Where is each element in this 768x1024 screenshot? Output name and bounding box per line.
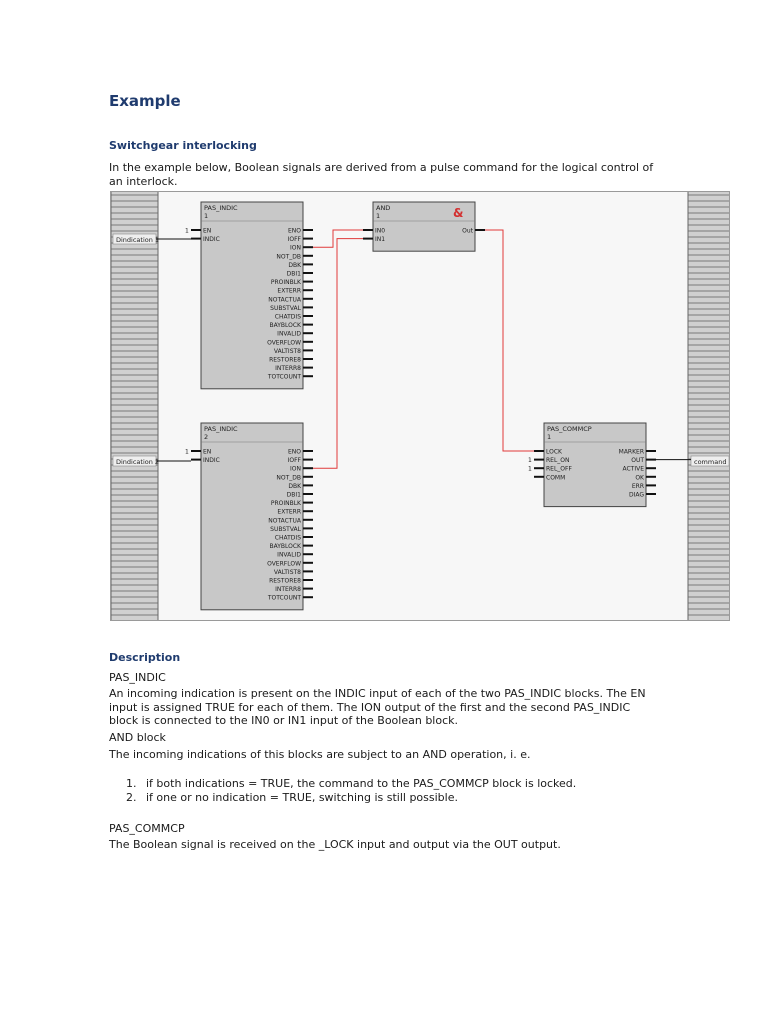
- pas-commcp-block-output-label: OK: [635, 474, 644, 482]
- pas-indic-block-1-output-label: ION: [290, 244, 301, 252]
- pas-indic-label: PAS_INDIC: [109, 671, 166, 684]
- and-block-paragraph: The incoming indications of this blocks are subject to an AND operation, i. e.: [109, 748, 531, 761]
- pas-indic-block-1-input-const: 1: [185, 227, 189, 235]
- and-block-label: AND block: [109, 731, 166, 744]
- pas-indic-block-2-output-label: RESTORE8: [269, 577, 301, 585]
- pas-indic-block-1-output-label: ENO: [287, 227, 301, 235]
- pas-indic-block-2-output-label: VALTIST8: [273, 568, 301, 576]
- pas-indic-block-2-input-label: INDIC: [203, 457, 220, 465]
- pas-indic-block-1-output-label: DBK: [288, 261, 301, 269]
- pas-indic-block-1-input-label: EN: [203, 227, 212, 235]
- pas-indic-paragraph: An incoming indication is present on the INDIC input of each of the two PAS_INDIC blocks. The EN input is assigned TRUE for each of them. The ION output of the first and the second PAS_INDIC block is connected to the IN0 or IN1 input of the Boolean block.: [109, 687, 646, 727]
- pas-indic-block-1-output-label: RESTORE8: [269, 356, 301, 364]
- pas-commcp-block-input-label: REL_OFF: [546, 465, 572, 473]
- pas-indic-block-2-output-label: INVALID: [277, 551, 301, 559]
- pas-indic-block-2-output-label: SUBSTVAL: [270, 525, 301, 533]
- right-margin-strip: [688, 192, 730, 621]
- pas-indic-block-1-output-label: CHATDIS: [274, 313, 301, 321]
- pas-commcp-block-output-label: MARKER: [618, 448, 644, 456]
- pas-commcp-paragraph: The Boolean signal is received on the _LOCK input and output via the OUT output.: [109, 838, 561, 851]
- and-block-name: AND: [376, 204, 391, 212]
- page-title: Example: [109, 92, 181, 110]
- pas-indic-block-2-input-label: EN: [203, 448, 212, 456]
- pas-indic-block-2-output-label: TOTCOUNT: [267, 594, 301, 602]
- pas-indic-block-2-output-label: OVERFLOW: [267, 560, 301, 568]
- section-heading-switchgear: Switchgear interlocking: [109, 139, 257, 152]
- pas-indic-block-2-output-label: PROINBLK: [270, 500, 301, 508]
- pas-commcp-block-input-label: REL_ON: [546, 457, 570, 465]
- pas-commcp-block-input-label: LOCK: [546, 448, 562, 456]
- function-block-diagram: [110, 191, 730, 621]
- pas-indic-block-2-output-label: CHATDIS: [274, 534, 301, 542]
- pas-indic-block-2-number: 2: [204, 433, 209, 441]
- pas-indic-block-1-output-label: INVALID: [277, 330, 301, 338]
- left-margin-strip: [111, 192, 158, 621]
- pas-indic-block-2-output-label: INTERR8: [275, 586, 301, 594]
- pas-indic-block-2-output-label: ENO: [287, 448, 301, 456]
- pas-commcp-label: PAS_COMMCP: [109, 822, 185, 835]
- description-heading: Description: [109, 651, 181, 664]
- diagram-canvas: [111, 192, 730, 621]
- and-block-input-label: IN1: [375, 236, 386, 244]
- pas-indic-block-2-output-label: DBK: [288, 482, 301, 490]
- pas-indic-block-1-output-label: BAYBLOCK: [269, 322, 301, 330]
- pas-commcp-block-number: 1: [547, 433, 552, 441]
- pas-indic-block-1-name: PAS_INDIC: [204, 204, 238, 212]
- pas-indic-block-2-name: PAS_INDIC: [204, 425, 238, 433]
- pas-indic-block-2-input-const: 1: [185, 448, 189, 456]
- condition-list: [118, 777, 576, 805]
- pas-indic-block-2-output-label: ION: [290, 465, 301, 473]
- pas-indic-block-1-output-label: DBI1: [286, 270, 301, 278]
- pas-indic-block-1-input-label: INDIC: [203, 236, 220, 244]
- pas-indic-block-1-output-label: VALTIST8: [273, 347, 301, 355]
- pas-indic-block-1-output-label: OVERFLOW: [267, 339, 301, 347]
- pas-commcp-block-name: PAS_COMMCP: [547, 425, 592, 433]
- pas-indic-block-1-output-label: NOT_DB: [276, 253, 301, 261]
- list-item: 2. if one or no indication = TRUE, switching is still possible.: [140, 791, 576, 805]
- pas-indic-block-1-number: 1: [204, 212, 209, 220]
- pas-indic-block-2-output-label: IOFF: [287, 457, 301, 465]
- intro-paragraph: In the example below, Boolean signals are derived from a pulse command for the logical control of an interlock.: [109, 161, 654, 188]
- pas-indic-block-1-output-label: IOFF: [287, 236, 301, 244]
- pas-indic-block-2-output-label: NOT_DB: [276, 474, 301, 482]
- pas-indic-block-2-output-label: BAYBLOCK: [269, 543, 301, 551]
- pas-indic-block-1-output-label: SUBSTVAL: [270, 304, 301, 312]
- and-block-output-label: Out: [462, 227, 473, 235]
- right-signal-label: command: [694, 458, 727, 466]
- pas-indic-block-1-output-label: INTERR8: [275, 365, 301, 373]
- left-signal-label-2: Dindication 2: [116, 458, 160, 466]
- pas-indic-block-2-output-label: DBI1: [286, 491, 301, 499]
- pas-commcp-block-output-label: OUT: [631, 457, 644, 465]
- pas-commcp-block-input-label: COMM: [546, 474, 566, 482]
- pas-indic-block-1-output-label: TOTCOUNT: [267, 373, 301, 381]
- and-block-number: 1: [376, 212, 381, 220]
- pas-commcp-block-input-const: 1: [528, 457, 532, 465]
- and-block-input-label: IN0: [375, 227, 386, 235]
- pas-indic-block-2-output-label: NOTACTUA: [268, 517, 301, 525]
- pas-commcp-block-output-label: ERR: [631, 482, 644, 490]
- pas-indic-block-1-output-label: NOTACTUA: [268, 296, 301, 304]
- pas-indic-block-2-output-label: EXTERR: [277, 508, 301, 516]
- pas-commcp-block-output-label: DIAG: [628, 491, 644, 499]
- left-signal-label-1: Dindication 1: [116, 236, 160, 244]
- pas-indic-block-1-output-label: PROINBLK: [270, 279, 301, 287]
- and-symbol: &: [453, 206, 464, 220]
- pas-commcp-block-output-label: ACTIVE: [622, 465, 644, 473]
- pas-commcp-block-input-const: 1: [528, 465, 532, 473]
- list-item: 1. if both indications = TRUE, the command to the PAS_COMMCP block is locked.: [140, 777, 576, 791]
- pas-indic-block-1-output-label: EXTERR: [277, 287, 301, 295]
